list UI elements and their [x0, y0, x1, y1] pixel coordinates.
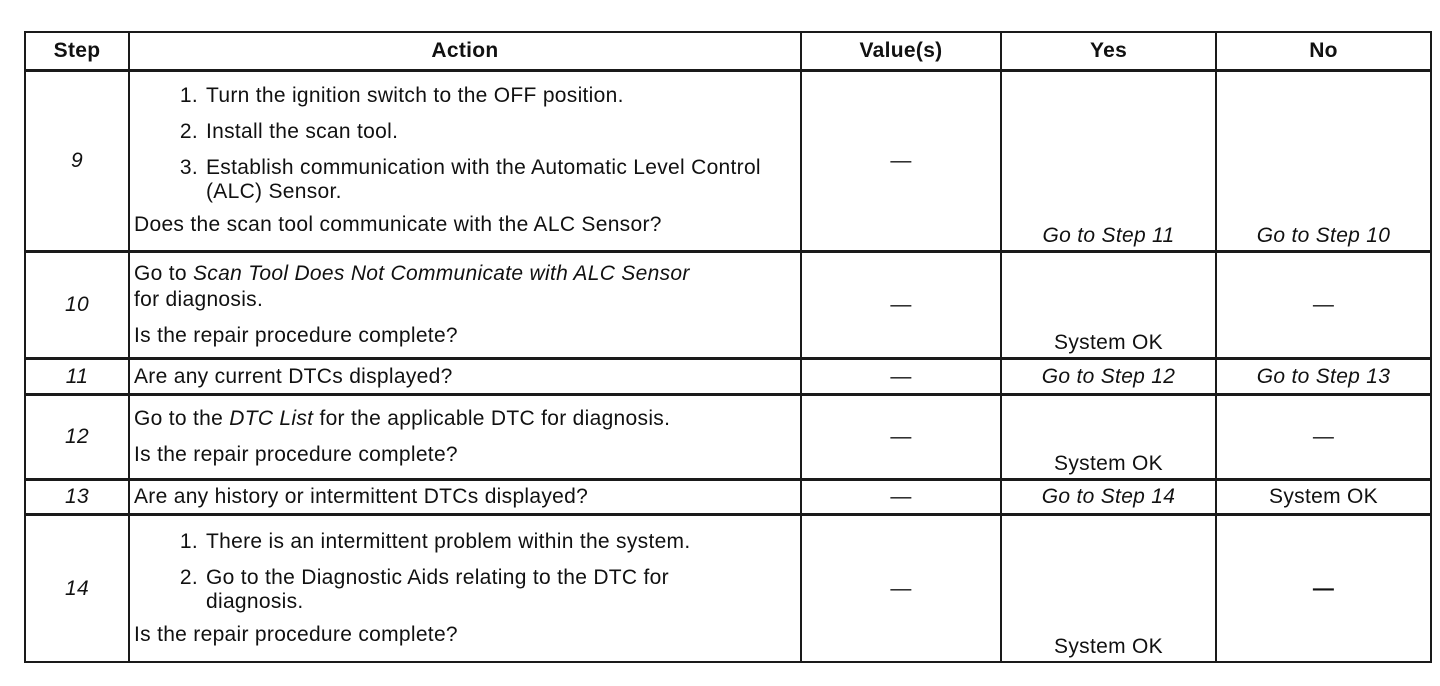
action-prefix: Go to the — [134, 406, 230, 430]
action-cell — [129, 515, 801, 662]
list-number: 2. — [179, 119, 198, 143]
list-text: Go to the Diagnostic Aids relating to the DTC for diagnosis. — [206, 565, 669, 613]
no-cell: — — [1216, 251, 1431, 359]
yes-cell: System OK — [1001, 251, 1216, 359]
step-number: 14 — [25, 515, 129, 662]
header-no: No — [1216, 32, 1431, 71]
yes-cell: System OK — [1001, 394, 1216, 479]
action-suffix: for diagnosis. — [134, 288, 264, 312]
action-cell — [129, 71, 801, 252]
list-item — [134, 84, 794, 108]
action-text — [134, 261, 794, 313]
instruction-list — [134, 84, 794, 204]
list-number: 3. — [179, 155, 198, 179]
value-cell: — — [801, 71, 1001, 252]
step-number: 10 — [25, 251, 129, 359]
action-cell — [129, 394, 801, 479]
table-row — [25, 359, 1431, 394]
yes-cell: Go to Step 12 — [1001, 359, 1216, 394]
value-cell: — — [801, 251, 1001, 359]
step-number: 13 — [25, 479, 129, 514]
yes-cell: Go to Step 11 — [1001, 71, 1216, 252]
list-text: There is an intermittent problem within the system. — [206, 529, 691, 553]
header-yes: Yes — [1001, 32, 1216, 71]
no-cell: System OK — [1216, 479, 1431, 514]
question-text: Is the repair procedure complete? — [134, 324, 458, 348]
table-row — [25, 71, 1431, 252]
step-number: 11 — [25, 359, 129, 394]
list-item — [134, 120, 794, 144]
list-number: 1. — [179, 529, 198, 553]
header-action: Action — [129, 32, 801, 71]
header-row — [25, 32, 1431, 71]
step-number: 12 — [25, 394, 129, 479]
header-values: Value(s) — [801, 32, 1001, 71]
table-row — [25, 251, 1431, 359]
question-text: Is the repair procedure complete? — [134, 442, 458, 466]
question-text: Is the repair procedure complete? — [134, 622, 458, 646]
list-number: 2. — [179, 565, 198, 589]
no-cell: — — [1216, 394, 1431, 479]
diagnostic-table — [24, 31, 1432, 663]
list-item — [134, 156, 794, 204]
yes-cell: Go to Step 14 — [1001, 479, 1216, 514]
list-text: Turn the ignition switch to the OFF position. — [206, 83, 624, 107]
table-row — [25, 394, 1431, 479]
table-row — [25, 515, 1431, 662]
question-text: Are any history or intermittent DTCs displayed? — [129, 479, 801, 514]
action-suffix: for the applicable DTC for diagnosis. — [313, 406, 671, 430]
list-item — [134, 530, 794, 554]
header-step: Step — [25, 32, 129, 71]
step-number: 9 — [25, 71, 129, 252]
question-text: Does the scan tool communicate with the ALC Sensor? — [134, 212, 662, 236]
table-row — [25, 479, 1431, 514]
list-item — [134, 566, 794, 614]
action-prefix: Go to — [134, 262, 193, 286]
question-text: Are any current DTCs displayed? — [129, 359, 801, 394]
list-text: Establish communication with the Automatic Level Control (ALC) Sensor. — [206, 155, 761, 203]
value-cell: — — [801, 479, 1001, 514]
value-cell: — — [801, 394, 1001, 479]
no-cell: — — [1216, 515, 1431, 662]
instruction-list — [134, 530, 794, 614]
value-cell: — — [801, 359, 1001, 394]
procedure-reference: DTC List — [229, 406, 314, 430]
no-cell: Go to Step 10 — [1216, 71, 1431, 252]
list-text: Install the scan tool. — [206, 119, 399, 143]
action-text — [134, 406, 794, 432]
value-cell: — — [801, 515, 1001, 662]
yes-cell: System OK — [1001, 515, 1216, 662]
procedure-reference: Scan Tool Does Not Communicate with ALC Sensor — [193, 262, 690, 286]
list-number: 1. — [179, 83, 198, 107]
no-cell: Go to Step 13 — [1216, 359, 1431, 394]
action-cell — [129, 251, 801, 359]
